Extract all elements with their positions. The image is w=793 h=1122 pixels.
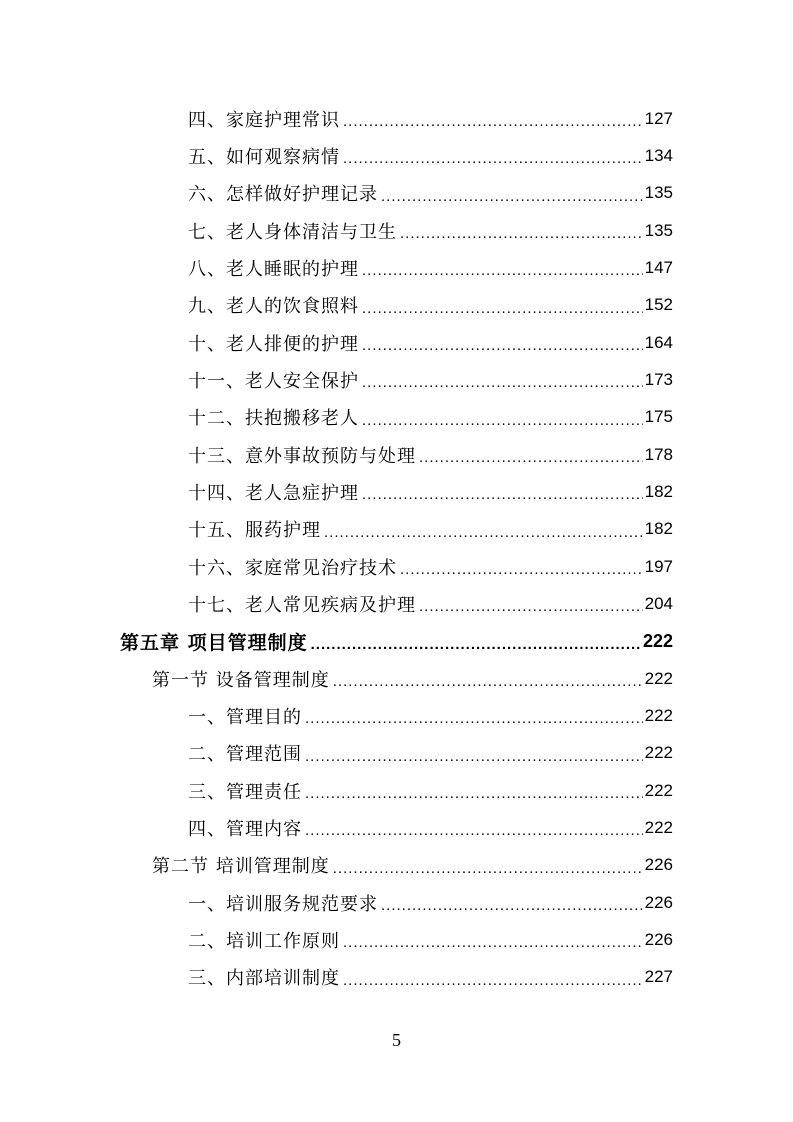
toc-entry-page: 222 xyxy=(644,668,673,688)
toc-entry[interactable] xyxy=(0,511,793,548)
toc-entry[interactable] xyxy=(0,137,793,174)
dot-leader xyxy=(343,151,643,166)
toc-entry-title: 一、培训服务规范要求 xyxy=(188,893,378,915)
dot-leader xyxy=(343,114,643,129)
toc-entry-title: 九、老人的饮食照料 xyxy=(188,296,359,318)
toc-entry[interactable] xyxy=(0,324,793,361)
toc-entry[interactable] xyxy=(0,100,793,137)
toc-entry-title: 二、管理范围 xyxy=(188,744,302,766)
toc-entry-title: 八、老人睡眠的护理 xyxy=(188,258,359,280)
toc-entry-page: 182 xyxy=(644,481,673,501)
dot-leader xyxy=(333,674,643,689)
toc-entry-page: 227 xyxy=(644,967,673,987)
dot-leader xyxy=(305,711,643,726)
dot-leader xyxy=(305,823,643,838)
dot-leader xyxy=(311,637,641,652)
dot-leader xyxy=(381,898,643,913)
toc-entry-page: 226 xyxy=(644,892,673,912)
toc-entry-title: 十二、扶抱搬移老人 xyxy=(188,408,359,430)
toc-entry-page: 222 xyxy=(644,780,673,800)
toc-entry-page: 127 xyxy=(644,108,673,128)
dot-leader xyxy=(362,338,643,353)
toc-entry-title: 三、管理责任 xyxy=(188,781,302,803)
page-number: 5 xyxy=(392,1030,401,1050)
toc-entry-title: 一、管理目的 xyxy=(188,706,302,728)
toc-entry[interactable] xyxy=(0,585,793,622)
toc-entry-page: 222 xyxy=(644,817,673,837)
toc-entry-page: 226 xyxy=(644,855,673,875)
toc-entry[interactable] xyxy=(0,772,793,809)
toc-entry[interactable] xyxy=(0,249,793,286)
toc-entry-title: 二、培训工作原则 xyxy=(188,930,340,952)
toc-entry-title: 十、老人排便的护理 xyxy=(188,333,359,355)
toc-entry-page: 175 xyxy=(644,407,673,427)
toc-entry-page: 164 xyxy=(644,332,673,352)
dot-leader xyxy=(305,749,643,764)
toc-section-entry[interactable] xyxy=(0,847,793,884)
toc-entry-page: 152 xyxy=(644,295,673,315)
toc-entry-page: 135 xyxy=(644,183,673,203)
toc-entry-page: 204 xyxy=(644,593,673,613)
dot-leader xyxy=(419,450,643,465)
toc-entry-title: 十一、老人安全保护 xyxy=(188,370,359,392)
toc-entry-page: 222 xyxy=(644,743,673,763)
toc-entry-title: 十三、意外事故预防与处理 xyxy=(188,445,416,467)
dot-leader xyxy=(324,525,643,540)
toc-entry[interactable] xyxy=(0,287,793,324)
dot-leader xyxy=(305,786,643,801)
toc-entry-page: 222 xyxy=(644,705,673,725)
dot-leader xyxy=(362,263,643,278)
toc-entry[interactable] xyxy=(0,548,793,585)
toc-entry-title: 四、家庭护理常识 xyxy=(188,109,340,131)
toc-entry-page: 135 xyxy=(644,220,673,240)
toc-entry-title: 第二节 培训管理制度 xyxy=(152,856,330,878)
toc-entry[interactable] xyxy=(0,809,793,846)
toc-entry-title: 七、老人身体清洁与卫生 xyxy=(188,221,397,243)
toc-entry-page: 182 xyxy=(644,519,673,539)
dot-leader xyxy=(362,375,643,390)
toc-entry-title: 十五、服药护理 xyxy=(188,520,321,542)
toc-entry-title: 四、管理内容 xyxy=(188,818,302,840)
dot-leader xyxy=(419,599,643,614)
toc-entry[interactable] xyxy=(0,473,793,510)
toc-entry-page: 226 xyxy=(644,929,673,949)
toc-entry-page: 134 xyxy=(644,145,673,165)
toc-chapter-entry[interactable] xyxy=(0,623,793,660)
toc-entry-page: 147 xyxy=(644,257,673,277)
toc-entry[interactable] xyxy=(0,697,793,734)
toc-entry-title: 第五章 项目管理制度 xyxy=(120,631,308,654)
toc-entry-title: 十七、老人常见疾病及护理 xyxy=(188,594,416,616)
dot-leader xyxy=(362,413,643,428)
toc-entry-page: 173 xyxy=(644,369,673,389)
dot-leader xyxy=(400,562,643,577)
dot-leader xyxy=(343,973,643,988)
toc-entry[interactable] xyxy=(0,399,793,436)
toc-entry[interactable] xyxy=(0,361,793,398)
toc-entry-title: 第一节 设备管理制度 xyxy=(152,669,330,691)
toc-entry[interactable] xyxy=(0,959,793,996)
dot-leader xyxy=(362,487,643,502)
dot-leader xyxy=(362,301,643,316)
toc-entry-page: 178 xyxy=(644,444,673,464)
table-of-contents xyxy=(0,100,793,996)
toc-entry-title: 五、如何观察病情 xyxy=(188,146,340,168)
toc-entry-title: 十四、老人急症护理 xyxy=(188,482,359,504)
dot-leader xyxy=(333,861,643,876)
toc-entry-title: 十六、家庭常见治疗技术 xyxy=(188,557,397,579)
dot-leader xyxy=(400,226,643,241)
toc-entry-title: 六、怎样做好护理记录 xyxy=(188,184,378,206)
toc-entry[interactable] xyxy=(0,212,793,249)
toc-entry-page: 222 xyxy=(642,630,673,651)
toc-entry[interactable] xyxy=(0,436,793,473)
toc-entry[interactable] xyxy=(0,735,793,772)
toc-entry-page: 197 xyxy=(644,556,673,576)
toc-entry-title: 三、内部培训制度 xyxy=(188,968,340,990)
toc-section-entry[interactable] xyxy=(0,660,793,697)
toc-entry[interactable] xyxy=(0,921,793,958)
dot-leader xyxy=(343,935,643,950)
toc-entry[interactable] xyxy=(0,884,793,921)
toc-entry[interactable] xyxy=(0,175,793,212)
dot-leader xyxy=(381,189,643,204)
